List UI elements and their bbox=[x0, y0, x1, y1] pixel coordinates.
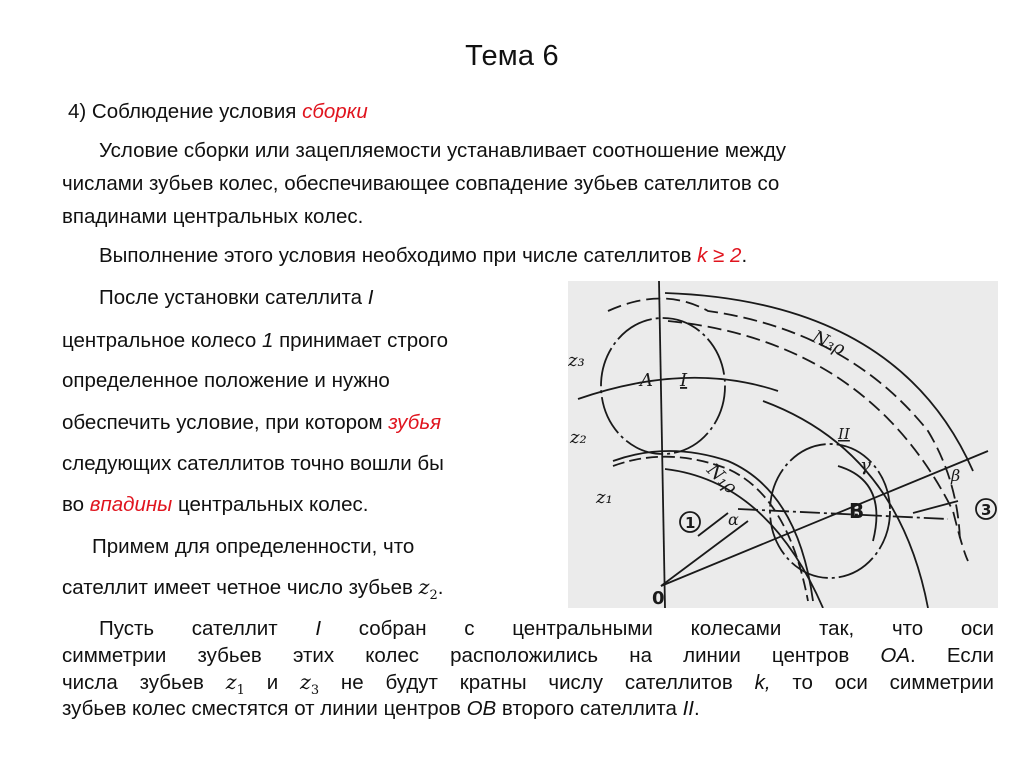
label-A: A bbox=[640, 370, 653, 391]
paragraph-line: зубьев колес сместятся от линии центров OB второго сателлита II. bbox=[62, 696, 700, 720]
paragraph-satellite-count bbox=[99, 243, 747, 269]
paragraph-line bbox=[62, 328, 448, 354]
text: обеспечить условие, при котором bbox=[62, 411, 389, 434]
label-alpha: α bbox=[728, 510, 739, 529]
teeth-highlight: зубья bbox=[388, 411, 442, 434]
gear-diagram-svg bbox=[568, 281, 998, 608]
section-heading bbox=[68, 99, 368, 125]
text: центральное колесо bbox=[62, 329, 262, 352]
label-gamma: γ bbox=[860, 455, 871, 476]
hollows-highlight: впадины bbox=[89, 493, 173, 516]
k-condition: k ≥ 2 bbox=[697, 244, 742, 267]
paragraph-conclusion bbox=[62, 616, 994, 722]
period: . bbox=[437, 576, 444, 599]
label-I: I bbox=[680, 370, 688, 391]
paragraph-line: определенное положение и нужно bbox=[62, 369, 390, 392]
label-z3: z₃ bbox=[568, 350, 585, 371]
paragraph-line bbox=[62, 492, 368, 518]
text: во bbox=[62, 493, 90, 516]
paragraph-line bbox=[62, 410, 441, 436]
paragraph-line: следующих сателлитов точно вошли бы bbox=[62, 452, 444, 475]
label-beta: β bbox=[951, 466, 961, 485]
wheel-number: 1 bbox=[261, 329, 274, 352]
text: принимает строго bbox=[273, 329, 448, 352]
label-circle-1: 1 bbox=[685, 514, 696, 532]
paragraph-line: числами зубьев колес, обеспечивающее совпадение зубьев сателлитов со bbox=[62, 172, 780, 195]
heading-text: 4) Соблюдение условия bbox=[68, 100, 303, 123]
paragraph-line: впадинами центральных колес. bbox=[62, 205, 364, 228]
satellite-roman-numeral: I bbox=[367, 286, 374, 309]
heading-highlight: сборки bbox=[302, 100, 368, 123]
text: центральных колес. bbox=[172, 493, 369, 516]
paragraph-line: симметрии зубьев этих колес расположились на линии центров OA. Если bbox=[62, 643, 995, 667]
paragraph-line: Примем для определенности, что bbox=[92, 535, 415, 558]
paragraph-line bbox=[99, 285, 373, 311]
label-O: 0 bbox=[652, 588, 665, 608]
text: сателлит имеет четное число зубьев bbox=[62, 576, 419, 599]
label-B: B bbox=[849, 499, 865, 523]
slide-title: Тема 6 bbox=[465, 40, 559, 72]
math-z2: $z_2$ bbox=[418, 575, 438, 604]
paragraph-line: Условие сборки или зацепляемости устанавливает соотношение между bbox=[99, 139, 787, 162]
paragraph-text: Выполнение этого условия необходимо при числе сателлитов bbox=[99, 244, 698, 267]
paragraph-line bbox=[62, 574, 443, 609]
period: . bbox=[741, 244, 748, 267]
label-z1: z₁ bbox=[596, 487, 613, 508]
paragraph-line: числа зубьев $z_1$ и $z_3$ не будут кратны числу сателлитов k, то оси симметрии bbox=[62, 670, 994, 699]
planetary-gear-diagram bbox=[568, 281, 998, 608]
label-N1p: N₁ρ bbox=[702, 459, 742, 499]
label-II: II bbox=[838, 425, 850, 443]
label-z2: z₂ bbox=[570, 427, 587, 448]
paragraph-line: Пусть сателлит I собран с центральными колесами так, что оси bbox=[99, 617, 995, 640]
label-circle-3: 3 bbox=[981, 501, 992, 519]
text: После установки сателлита bbox=[99, 286, 368, 309]
label-N3p: N₃ρ bbox=[808, 326, 849, 360]
